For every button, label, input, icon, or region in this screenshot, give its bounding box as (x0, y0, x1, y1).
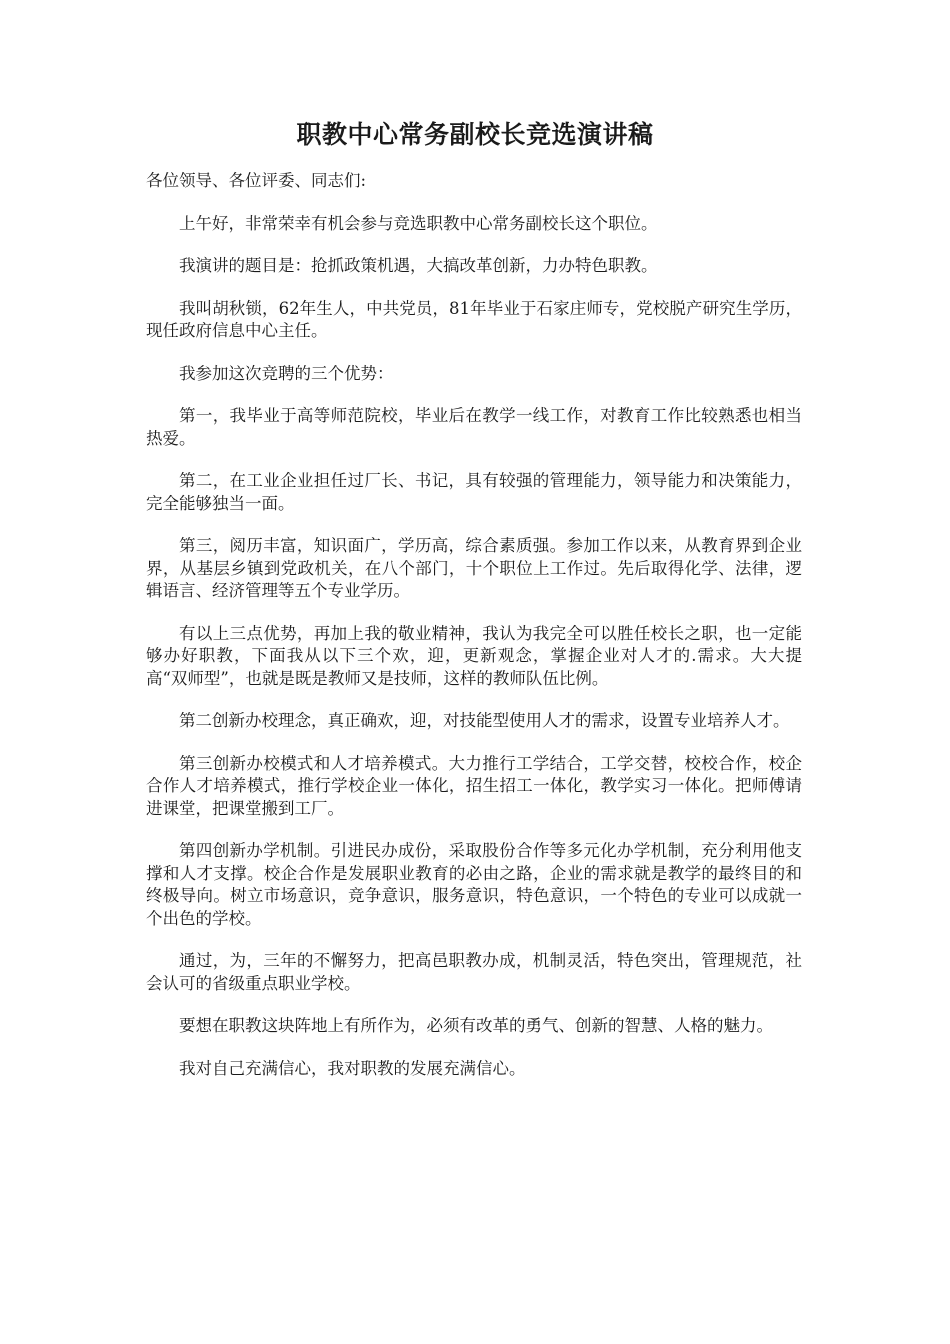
paragraph-advantages-intro: 我参加这次竞聘的三个优势： (179, 363, 394, 383)
paragraph-advantage-3: 第三，阅历丰富，知识面广，学历高，综合素质强。参加工作以来，从教育界到企业界，从基层乡镇到党政机关，在八个部门，十个职位上工作过。先后取得化学、法律，逻辑语言、经济管理等五个专业学历。 (146, 536, 802, 600)
paragraph-plan-4: 第四创新办学机制。引进民办成份，采取股份合作等多元化办学机制，充分利用他支撑和人才支撑。校企合作是发展职业教育的必由之路，企业的需求就是教学的最终目的和终极导向。树立市场意识，竞争意识，服务意识，特色意识，一个特色的专业可以成就一个出色的学校。 (146, 841, 802, 928)
paragraph-advantage-1: 第一，我毕业于高等师范院校，毕业后在教学一线工作，对教育工作比较熟悉也相当热爱。 (146, 406, 802, 448)
document-body (146, 170, 802, 1100)
paragraph-plan-2: 第二创新办校理念，真正确欢，迎，对技能型使用人才的需求，设置专业培养人才。 (179, 711, 790, 730)
paragraph-greeting: 上午好，非常荣幸有机会参与竞选职教中心常务副校长这个职位。 (179, 213, 658, 233)
document-title: 职教中心常务副校长竞选演讲稿 (296, 120, 654, 149)
paragraph-topic: 我演讲的题目是：抢抓政策机遇，大搞改革创新，力办特色职教。 (179, 256, 658, 275)
paragraph-requirements: 要想在职教这块阵地上有所作为，必须有改革的勇气、创新的智慧、人格的魅力。 (179, 1016, 773, 1035)
paragraph-plan-3: 第三创新办校模式和人才培养模式。大力推行工学结合，工学交替，校校合作，校企合作人才培养模式，推行学校企业一体化，招生招工一体化，教学实习一体化。把师傅请进课堂，把课堂搬到工厂。 (146, 753, 802, 818)
paragraph-goal: 通过，为，三年的不懈努力，把高邑职教办成，机制灵活，特色突出，管理规范，社会认可的省级重点职业学校。 (146, 951, 802, 993)
salutation: 各位领导、各位评委、同志们: (146, 171, 367, 190)
paragraph-self-intro: 我叫胡秋锁，62年生人，中共党员，81年毕业于石家庄师专，党校脱产研究生学历，现任政府信息中心主任。 (146, 298, 802, 340)
paragraph-advantage-2: 第二，在工业企业担任过厂长、书记，具有较强的管理能力，领导能力和决策能力，完全能够独当一面。 (146, 471, 802, 513)
paragraph-closing: 我对自己充满信心，我对职教的发展充满信心。 (179, 1058, 526, 1078)
paragraph-plan-1: 有以上三点优势，再加上我的敬业精神，我认为我完全可以胜任校长之职，也一定能够办好职教，下面我从以下三个欢，迎，更新观念，掌握企业对人才的.需求。大大提高“双师型”，也就是既是教师又是技师，这样的教师队伍比例。 (146, 623, 802, 688)
